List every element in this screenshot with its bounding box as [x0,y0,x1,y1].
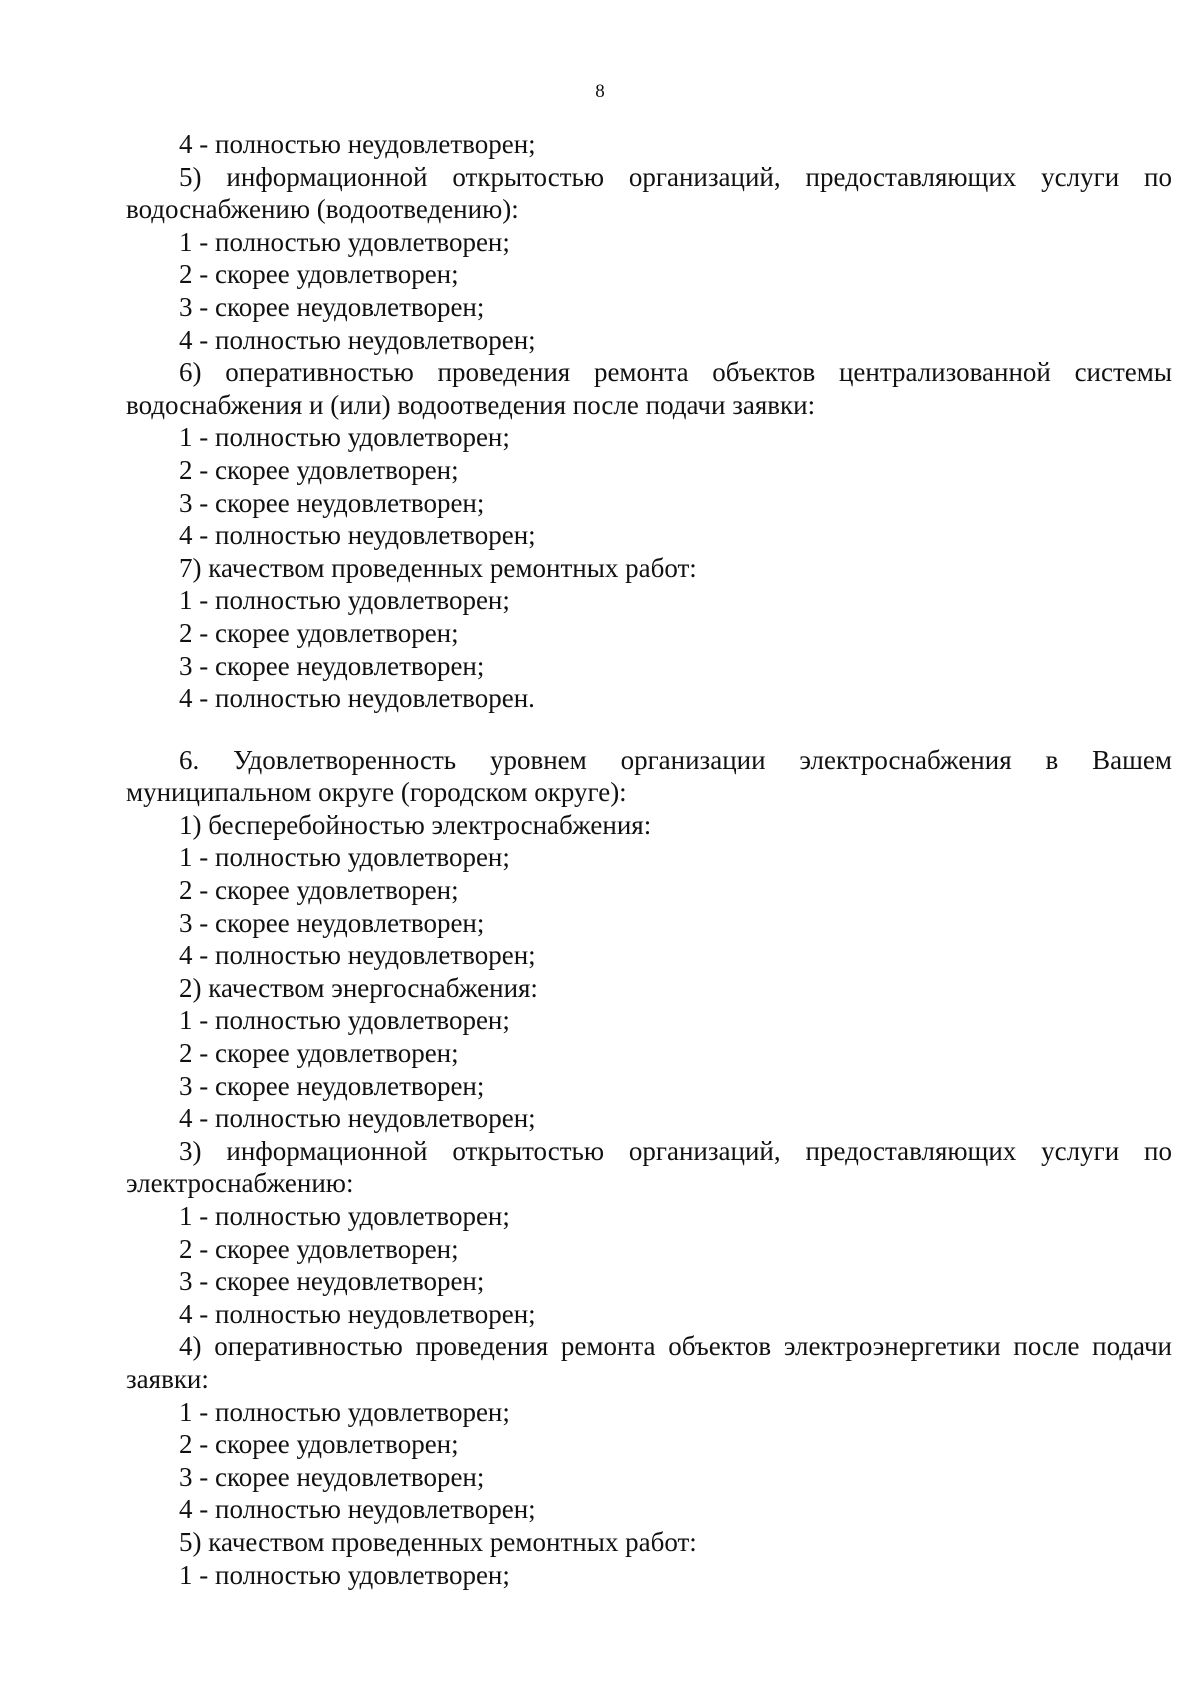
question-item: 7) качеством проведенных ремонтных работ: [179,552,697,583]
question-item: 3) информационной открытостью организаций, предоставляющих услуги по электроснабжению: [126,1135,1172,1199]
question-item: 6) оперативностью проведения ремонта объектов централизованной системы водоснабжения и (или) водоотведения после подачи заявки: [126,357,1172,420]
answer-option: 4 - полностью неудовлетворен; [179,940,536,971]
question-item: 1) бесперебойностью электроснабжения: [179,809,652,840]
section-gap [126,715,1172,744]
answer-option: 4 - полностью неудовлетворен. [179,683,535,714]
answer-option: 1 - полностью удовлетворен; [179,226,510,257]
answer-option: 1 - полностью удовлетворен; [179,1396,510,1427]
answer-option: 3 - скорее неудовлетворен; [179,487,485,518]
answer-option: 4 - полностью неудовлетворен; [179,520,536,551]
answer-option: 1 - полностью удовлетворен; [179,842,510,873]
answer-option: 4 - полностью неудовлетворен; [179,1298,536,1329]
question-item: 5) качеством проведенных ремонтных работ: [179,1526,697,1557]
answer-option: 2 - скорее удовлетворен; [179,1038,459,1069]
answer-option: 4 - полностью неудовлетворен; [179,1103,536,1134]
answer-option: 3 - скорее неудовлетворен; [179,1266,485,1297]
answer-option: 3 - скорее неудовлетворен; [179,1070,485,1101]
section-heading: 6. Удовлетворенность уровнем организации электроснабжения в Вашем муниципальном округе (городском округе): [126,744,1172,808]
answer-option: 2 - скорее удовлетворен; [179,617,459,648]
answer-option: 4 - полностью неудовлетворен; [179,324,536,355]
answer-option: 2 - скорее удовлетворен; [179,1233,459,1264]
answer-option: 4 - полностью неудовлетворен; [179,1494,536,1525]
answer-option: 3 - скорее неудовлетворен; [179,291,485,322]
answer-option: 1 - полностью удовлетворен; [179,585,510,616]
page-number: 8 [595,81,605,102]
answer-option: 1 - полностью удовлетворен; [179,1201,510,1231]
answer-option: 2 - скорее удовлетворен; [179,1429,459,1460]
document-body [126,128,1172,1591]
answer-option: 1 - полностью удовлетворен; [179,1559,510,1590]
question-item: 5) информационной открытостью организаций, предоставляющих услуги по водоснабжению (водоотведению): [126,161,1172,225]
question-item: 2) качеством энергоснабжения: [179,972,538,1003]
answer-option: 4 - полностью неудовлетворен; [179,129,536,159]
answer-option: 3 - скорее неудовлетворен; [179,1461,485,1492]
answer-option: 1 - полностью удовлетворен; [179,1005,510,1036]
answer-option: 3 - скорее неудовлетворен; [179,650,485,681]
answer-option: 1 - полностью удовлетворен; [179,422,510,453]
answer-option: 2 - скорее удовлетворен; [179,259,459,290]
answer-option: 2 - скорее удовлетворен; [179,454,459,485]
answer-option: 3 - скорее неудовлетворен; [179,907,485,938]
answer-option: 2 - скорее удовлетворен; [179,875,459,906]
question-item: 4) оперативностью проведения ремонта объектов электроэнергетики после подачи заявки: [126,1331,1172,1394]
